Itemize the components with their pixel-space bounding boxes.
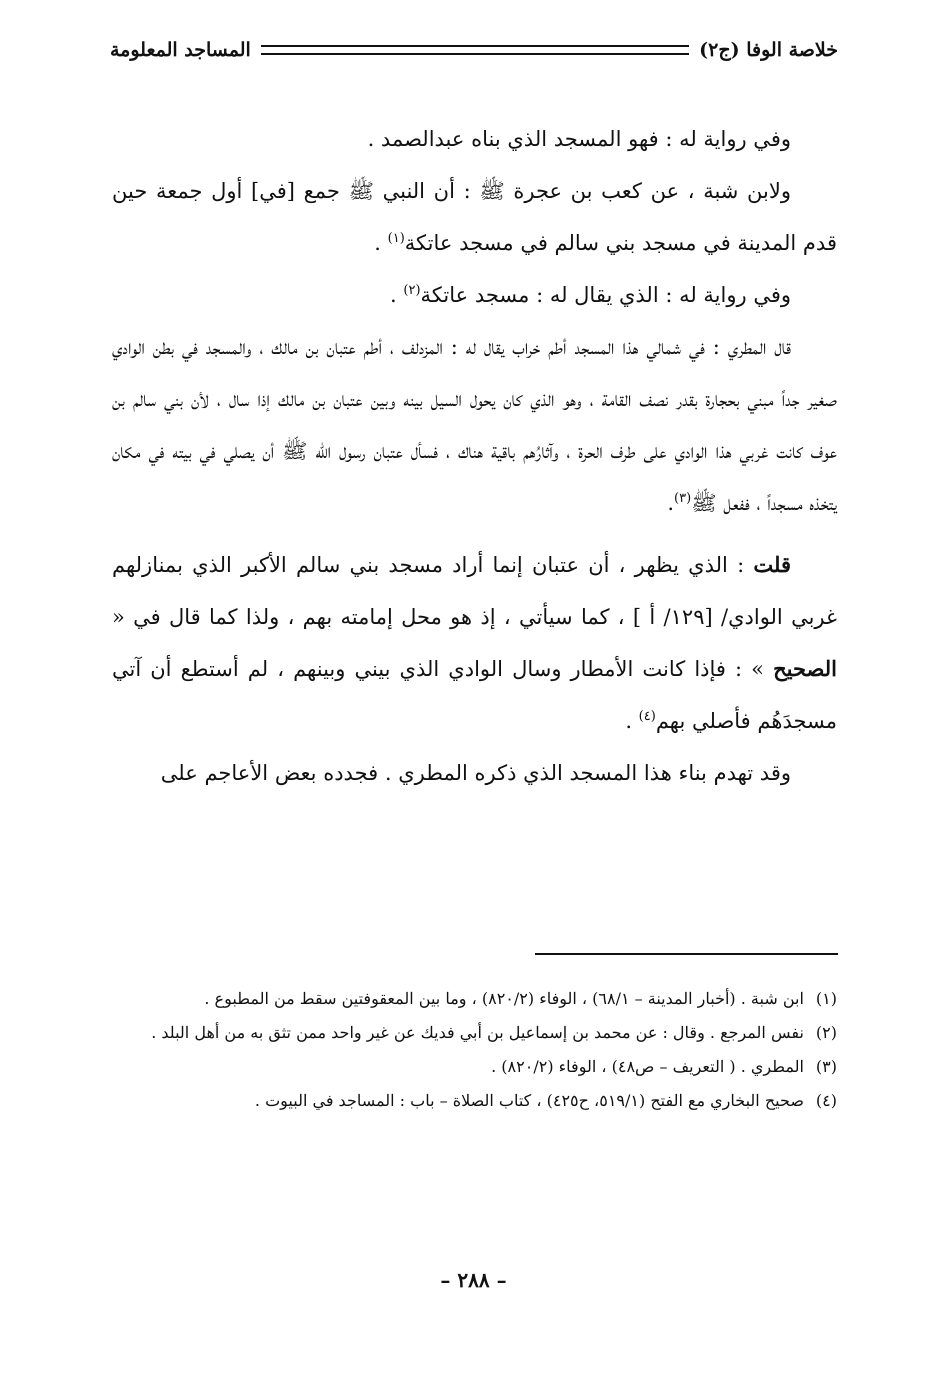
paragraph-5-text-b: » : فإذا كانت الأمطار وسال الوادي الذي بيني وبينهم ، لم أستطع أن آتي مسجدَهُم فأصلي بهم <box>112 657 837 733</box>
footnote-item <box>112 1084 837 1118</box>
paragraph-5 <box>112 539 837 747</box>
footnote-ref-3: (٣) <box>674 491 692 506</box>
paragraph-2-text: ولابن شبة ، عن كعب بن عجرة ﷺ : أن النبي ﷺ جمع [في] أول جمعة حين قدم المدينة في مسجد بني سالم في مسجد عاتكة <box>112 179 837 255</box>
paragraph-6: وقد تهدم بناء هذا المسجد الذي ذكره المطري . فجدده بعض الأعاجم على <box>160 761 791 785</box>
footnote-item <box>112 982 837 1016</box>
footnote-number: (٣) <box>815 1057 837 1076</box>
qultu-label: قلت <box>753 552 791 577</box>
footnote-number: (٢) <box>815 1023 837 1042</box>
footnote-separator <box>535 953 838 955</box>
paragraph-5-end: . <box>625 709 639 733</box>
paragraph-3 <box>112 269 837 321</box>
main-text <box>112 113 837 799</box>
footnote-item <box>112 1016 837 1050</box>
header-rule <box>261 45 689 55</box>
footnotes <box>112 982 837 1118</box>
paragraph-3-end: . <box>390 283 404 307</box>
footnote-text: ابن شبة . (أخبار المدينة – ٦٨/١) ، الوفاء (٨٢٠/٢) ، وما بين المعقوفتين سقط من المطبوع . <box>204 989 804 1008</box>
page-number: – ٢٨٨ – <box>440 1268 507 1292</box>
running-header <box>110 32 838 68</box>
paragraph-5-text-a: : الذي يظهر ، أن عتبان إنما أراد مسجد بني سالم الأكبر الذي بمنازلهم غربي الوادي/ [١٢٩/ أ ] ، كما سيأتي ، إذ هو محل إمامته بهم ، ولذا كما قال في « <box>112 553 837 629</box>
paragraph-2 <box>112 165 837 269</box>
paragraph-1: وفي رواية له : فهو المسجد الذي بناه عبدالصمد . <box>367 127 791 151</box>
footnote-text: المطري . ( التعريف – ص٤٨) ، الوفاء (٨٢٠/٢) . <box>491 1057 804 1076</box>
footnote-ref-2: (٢) <box>403 283 421 298</box>
footnote-text: نفس المرجع . وقال : عن محمد بن إسماعيل بن أبي فديك عن غير واحد ممن تثق به من أهل البلد . <box>151 1023 804 1042</box>
paragraph-4-text: قال المطري : في شمالي هذا المسجد أطم خراب يقال له : المزدلف ، أطم عتبان بن مالك ، والمسجد في بطن الوادي صغير جداً مبني بحجارة بقدر نصف القامة ، وهو الذي كان يحول السيل بينه وبين عتبان بن مالك إذا سال ، لأن بني سالم بن عوف كانت غربي هذا الوادي على طرف الحرة ، وآثارُهم باقية هناك ، فسأل عتبان رسول الله ﷺ أن يصلي في بيته في مكان يتخذه مسجداً ، ففعل ﷺ <box>112 335 837 515</box>
paragraph-4-end: . <box>667 491 675 515</box>
footnote-number: (٤) <box>815 1091 837 1110</box>
footnote-ref-1: (١) <box>387 231 405 246</box>
paragraph-2-end: . <box>374 231 388 255</box>
footnote-ref-4: (٤) <box>638 709 656 724</box>
footnote-number: (١) <box>815 989 837 1008</box>
paragraph-3-text: وفي رواية له : الذي يقال له : مسجد عاتكة <box>420 283 791 307</box>
footnote-item <box>112 1050 837 1084</box>
chapter-title: المساجد المعلومة <box>110 39 251 61</box>
source-title: الصحيح <box>773 656 837 681</box>
footnote-text: صحيح البخاري مع الفتح (٥١٩/١، ح٤٢٥) ، كتاب الصلاة – باب : المساجد في البيوت . <box>254 1091 804 1110</box>
book-title: خلاصة الوفا (ج٢) <box>699 39 838 61</box>
paragraph-4 <box>112 321 837 529</box>
